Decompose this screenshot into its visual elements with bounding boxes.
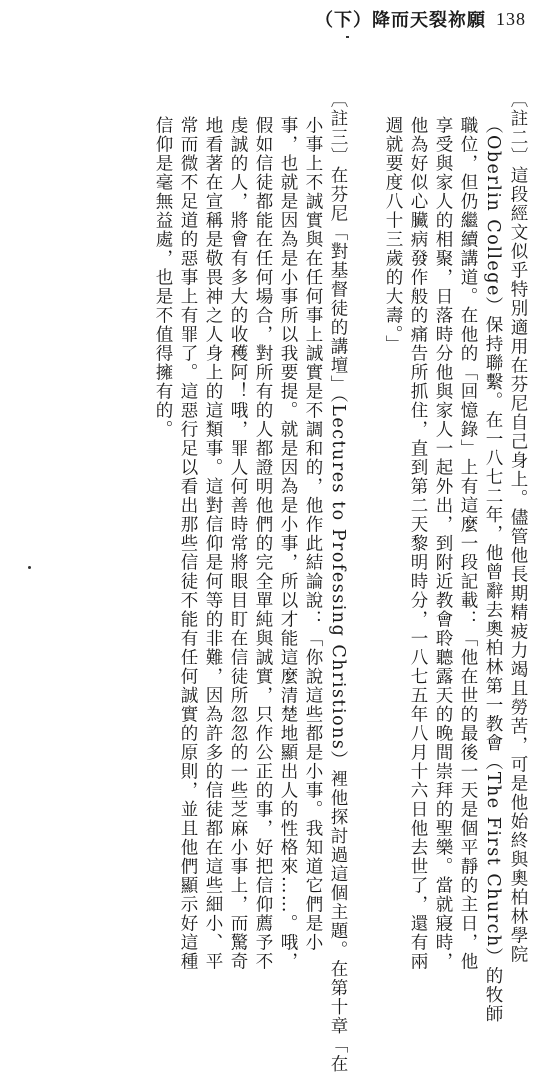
footnote-column: （Oberlin College）保持聯繫。在一八七二年，他曾辭去奧柏林第一教會（The First Church）的牧師 [483,116,503,1024]
footnote-3 [150,90,350,1073]
page-header [315,4,526,34]
footnote-column: 小事上不誠實與在任何事上誠實是不調和的，他作此結論說：「你說這些都是小事。我知道它們是小 [303,116,323,952]
running-title: （下）降而天裂祢願 [315,10,486,31]
footnote-2 [380,90,530,1024]
footnote-column: 地看著在宣稱是敬畏神之人身上的這類事。這對信仰是何等的非難，因為許多的信徒都在這些細小、平 [203,116,223,971]
print-mark [346,36,349,38]
footnote-column: 職位，但仍繼續講道。在他的「回憶錄」上有這麼一段記載：「他在世的最後一天是個平靜的主日，他 [458,116,478,971]
footnote-column: 虔誠的人，將會有多大的收穫阿！哦，罪人何善時常將眼目盯在信徒所忽忽的一些芝麻小事上，而驚奇 [228,116,248,971]
note-separator [350,90,380,960]
footnote-column: 週就要度八十三歲的大壽。」 [383,116,403,355]
footnotes-body [150,90,530,1073]
footnote-column: 常而微不足道的惡事上有罪了。這惡行足以看出那些信徒不能有任何誠實的原則，並且他們顯示好這種 [178,116,198,971]
footnote-column: 信仰是毫無益處，也是不值得擁有的。 [153,116,173,439]
footnote-column: 〔註三〕在芬尼「對基督徒的講壇」（Lectures to Professing Christions）裡他探討過這個主題。在第十章「在 [328,90,348,1073]
page-number: 138 [496,8,526,29]
print-speck [28,566,31,569]
footnote-column: 〔註二〕這段經文似乎特別適用在芬尼自己身上。儘管他長期精疲力竭且勞苦，可是他始終與奧柏林學院 [508,90,528,964]
footnote-column: 他為好似心臟病發作般的痛告所抓住，直到第二天黎明時分，一八七五年八月十六日他去世了，還有兩 [408,116,428,971]
footnote-column: 假如信徒都能在任何場合，對所有的人都證明他們的完全單純與誠實，只作公正的事，好把信仰薦予不 [253,116,273,971]
footnote-column: 事，也就是因為是小事所以我要提。就是因為是小事，所以才能這麼清楚地顯出人的性格來……。哦， [278,116,298,971]
footnote-column: 享受與家人的相聚，日落時分他與家人一起外出，到附近教會聆聽露天的晚間崇拜的聖樂。當就寢時， [433,116,453,971]
